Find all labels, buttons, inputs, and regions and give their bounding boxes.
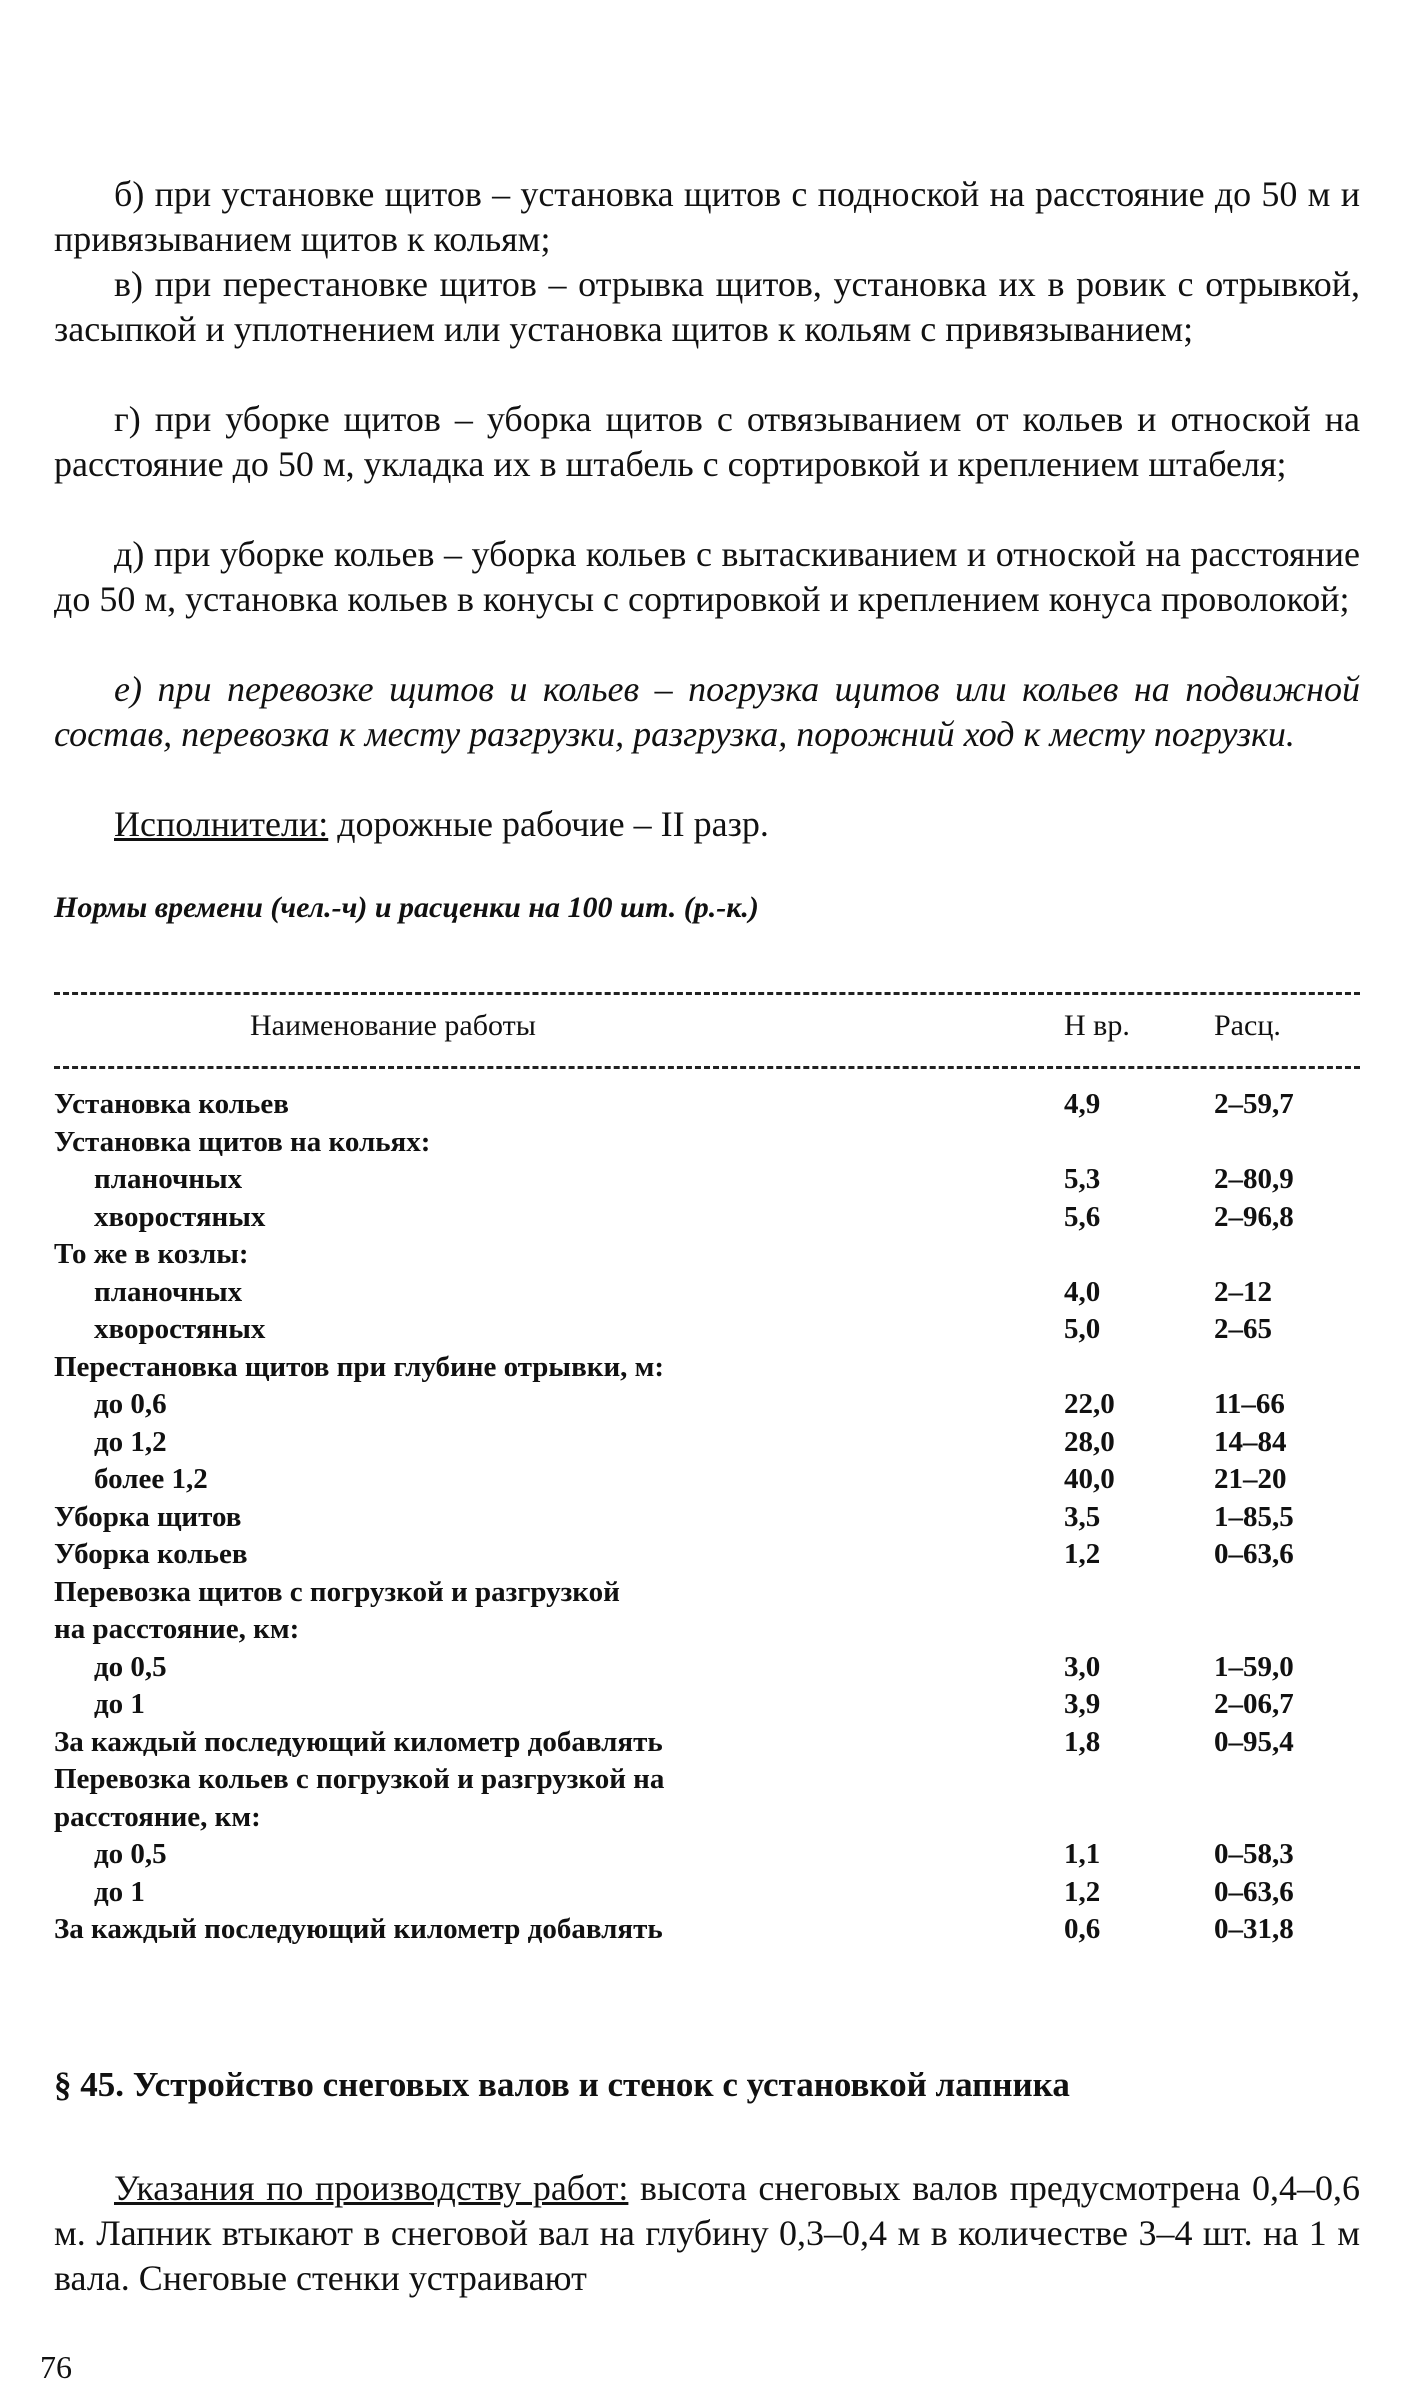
row-time-norm: 1,2 [1064, 1538, 1101, 1570]
table-row [54, 1686, 1360, 1724]
row-work-name: хворостяных [94, 1200, 266, 1233]
table-row [54, 1911, 1360, 1949]
row-time-norm: 1,8 [1064, 1725, 1101, 1758]
header-work-name: Наименование работы [250, 1009, 536, 1042]
paragraph-g: г) при уборке щитов – уборка щитов с отвязыванием от кольев и отноской на расстояние до 50 м, укладка их в штабель с сортировкой и креплением штабеля; [54, 399, 1360, 484]
page-number: 76 [40, 2349, 72, 2385]
row-work-name: То же в козлы: [54, 1238, 249, 1270]
table-row [54, 1611, 1360, 1649]
table-row [54, 1536, 1360, 1574]
row-work-name: расстояние, км: [54, 1800, 261, 1833]
instructions-label: Указания по производству работ: [114, 2168, 629, 2208]
table-row [54, 1649, 1360, 1687]
row-rate: 0–63,6 [1214, 1538, 1294, 1570]
table-row [54, 1274, 1360, 1312]
row-work-name: Перевозка кольев с погрузкой и разгрузкой на [54, 1763, 665, 1795]
row-rate: 2–59,7 [1214, 1088, 1294, 1120]
row-time-norm: 0,6 [1064, 1913, 1101, 1945]
row-work-name: до 0,5 [94, 1838, 167, 1870]
table-row [54, 1311, 1360, 1349]
table-row [54, 1236, 1360, 1274]
row-work-name: до 0,6 [94, 1388, 167, 1420]
table-row [54, 1124, 1360, 1162]
row-time-norm: 3,0 [1064, 1650, 1101, 1683]
row-work-name: более 1,2 [94, 1463, 208, 1495]
row-time-norm: 5,6 [1064, 1200, 1101, 1233]
row-work-name: хворостяных [94, 1313, 266, 1345]
row-rate: 21–20 [1214, 1463, 1287, 1495]
performers-line [54, 802, 1360, 847]
row-rate: 1–59,0 [1214, 1650, 1294, 1683]
row-rate: 2–80,9 [1214, 1163, 1294, 1195]
row-time-norm: 4,9 [1064, 1088, 1101, 1120]
paragraph-e: е) при перевозке щитов и кольев – погрузка щитов или кольев на подвижной состав, перевозка к месту разгрузки, разгрузка, порожний ход к месту погрузки. [54, 669, 1360, 754]
table-row [54, 1161, 1360, 1199]
table-caption: Нормы времени (чел.-ч) и расценки на 100 шт. (р.-к.) [54, 891, 759, 924]
row-work-name: Перестановка щитов при глубине отрывки, м: [54, 1350, 665, 1383]
row-work-name: Перевозка щитов с погрузкой и разгрузкой [54, 1575, 620, 1608]
table-row [54, 1086, 1360, 1124]
norms-table-body [54, 1086, 1360, 1949]
row-work-name: до 0,5 [94, 1650, 167, 1683]
row-work-name: до 1 [94, 1875, 145, 1908]
table-row [54, 1499, 1360, 1537]
row-time-norm: 3,5 [1064, 1500, 1101, 1533]
table-row [54, 1199, 1360, 1237]
section-heading: § 45. Устройство снеговых валов и стенок с установкой лапника [54, 2065, 1070, 2104]
row-rate: 2–65 [1214, 1313, 1272, 1345]
instructions-text: высота снеговых валов предусмотрена 0,4–0,6 м. Лапник втыкают в снеговой вал на глубину 0,3–0,4 м в количестве 3–4 шт. на 1 м вала. Снеговые стенки устраивают [54, 2168, 1360, 2298]
row-work-name: Установка кольев [54, 1088, 289, 1120]
row-work-name: Уборка кольев [54, 1538, 248, 1570]
row-time-norm: 5,0 [1064, 1313, 1101, 1345]
row-time-norm: 1,1 [1064, 1838, 1101, 1870]
instructions-paragraph [54, 2166, 1360, 2301]
row-rate: 11–66 [1214, 1388, 1285, 1420]
row-work-name: Уборка щитов [54, 1500, 242, 1533]
performers-text: дорожные рабочие – II разр. [328, 804, 769, 844]
header-rate: Расц. [1214, 1009, 1281, 1042]
table-row [54, 1836, 1360, 1874]
table-row [54, 1349, 1360, 1387]
paragraph-b: б) при установке щитов – установка щитов с подноской на расстояние до 50 м и привязыванием щитов к кольям; [54, 174, 1360, 259]
table-row [54, 1386, 1360, 1424]
row-rate: 2–06,7 [1214, 1688, 1294, 1720]
table-row [54, 1574, 1360, 1612]
row-work-name: до 1,2 [94, 1425, 167, 1458]
row-work-name: планочных [94, 1163, 243, 1195]
row-work-name: Установка щитов на кольях: [54, 1125, 431, 1158]
table-row [54, 1799, 1360, 1837]
row-rate: 0–58,3 [1214, 1838, 1294, 1870]
table-header-rule [54, 1066, 1360, 1069]
row-time-norm: 22,0 [1064, 1388, 1115, 1420]
performers-label: Исполнители: [114, 804, 329, 844]
row-rate: 2–96,8 [1214, 1200, 1294, 1233]
row-rate: 14–84 [1214, 1425, 1287, 1458]
row-work-name: За каждый последующий километр добавлять [54, 1725, 663, 1758]
row-work-name: на расстояние, км: [54, 1613, 300, 1645]
row-work-name: планочных [94, 1275, 243, 1308]
table-top-rule [54, 992, 1360, 995]
paragraph-d: д) при уборке кольев – уборка кольев с вытаскиванием и отноской на расстояние до 50 м, установка кольев в конусы с сортировкой и креплением конуса проволокой; [54, 534, 1360, 619]
table-row [54, 1461, 1360, 1499]
row-time-norm: 40,0 [1064, 1463, 1115, 1495]
row-time-norm: 1,2 [1064, 1875, 1101, 1908]
row-rate: 0–95,4 [1214, 1725, 1294, 1758]
row-work-name: до 1 [94, 1688, 145, 1720]
table-row [54, 1874, 1360, 1912]
paragraph-v: в) при перестановке щитов – отрывка щитов, установка их в ровик с отрывкой, засыпкой и уплотнением или установка щитов к кольям с привязыванием; [54, 264, 1360, 349]
row-rate: 2–12 [1214, 1275, 1272, 1308]
row-work-name: За каждый последующий километр добавлять [54, 1913, 663, 1945]
row-time-norm: 3,9 [1064, 1688, 1101, 1720]
table-row [54, 1724, 1360, 1762]
header-time-norm: Н вр. [1064, 1009, 1130, 1042]
row-time-norm: 4,0 [1064, 1275, 1101, 1308]
table-row [54, 1424, 1360, 1462]
row-rate: 0–31,8 [1214, 1913, 1294, 1945]
row-time-norm: 5,3 [1064, 1163, 1101, 1195]
row-time-norm: 28,0 [1064, 1425, 1115, 1458]
row-rate: 0–63,6 [1214, 1875, 1294, 1908]
table-row [54, 1761, 1360, 1799]
row-rate: 1–85,5 [1214, 1500, 1294, 1533]
